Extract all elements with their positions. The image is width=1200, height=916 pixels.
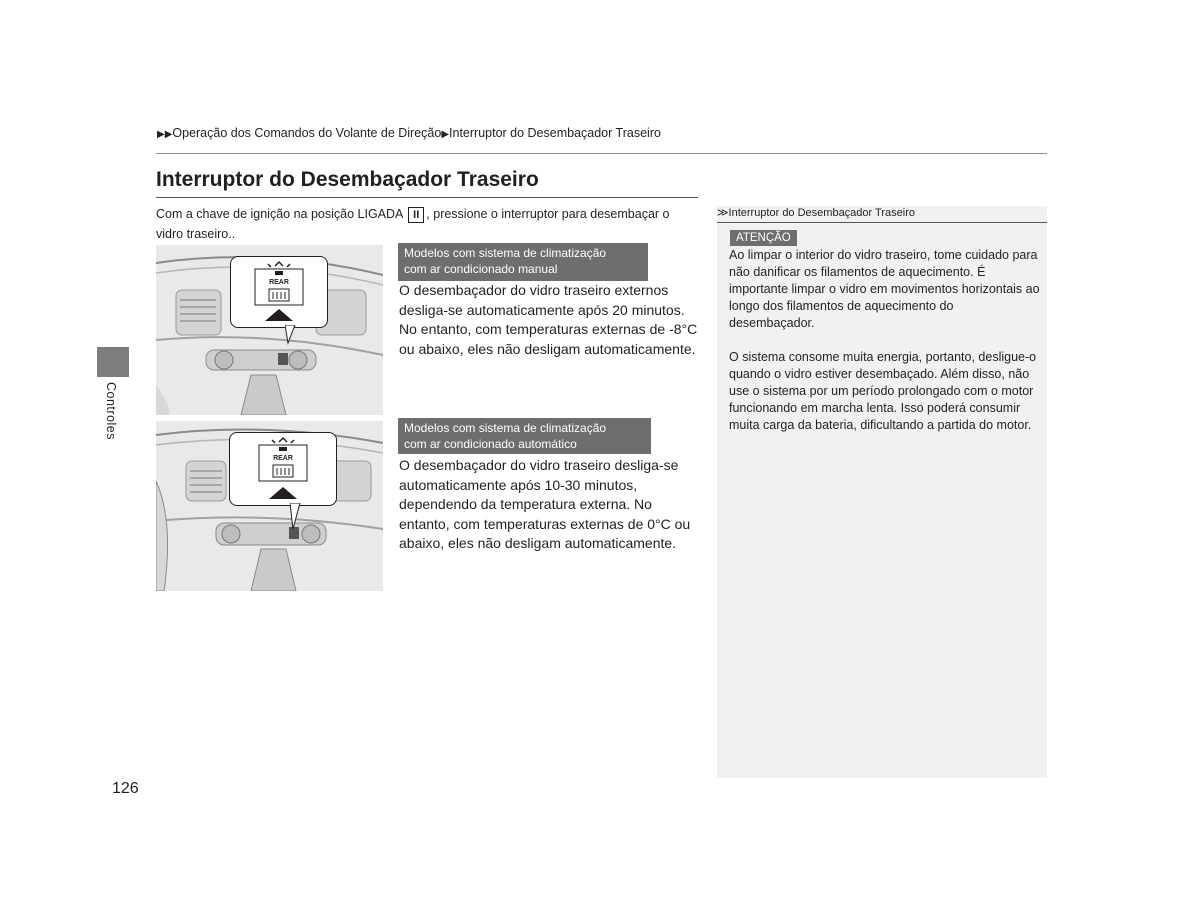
ignition-key-icon: II — [408, 207, 424, 223]
rear-button-callout-automatic — [229, 432, 337, 506]
header-divider — [156, 153, 1047, 154]
sidebar-heading-text[interactable]: Interruptor do Desembaçador Traseiro — [728, 207, 915, 219]
model-label-manual — [398, 243, 648, 281]
page-number: 126 — [112, 780, 139, 797]
breadcrumb — [157, 126, 661, 140]
manual-description: O desembaçador do vidro traseiro externos desliga-se automaticamente após 20 minutos. No entanto, com temperaturas externas de -8°C ou abaixo, eles não desligam automaticamente. — [399, 282, 698, 357]
model-label-automatic-line-1: Modelos com sistema de climatização — [404, 421, 607, 435]
rear-button-label: REAR — [269, 279, 289, 286]
breadcrumb-separator-icon: ▶ — [441, 129, 450, 140]
rear-defrost-button-icon — [231, 257, 327, 327]
callout-pointer-manual — [285, 325, 305, 345]
intro-paragraph — [156, 204, 696, 244]
sidebar-heading — [717, 206, 1047, 223]
section-tab-marker — [97, 347, 129, 377]
rear-button-auto-label: REAR — [273, 455, 293, 462]
rear-button-callout-manual — [230, 256, 328, 328]
breadcrumb-current: Interruptor do Desembaçador Traseiro — [449, 126, 661, 140]
model-label-automatic — [398, 418, 651, 454]
callout-pointer-automatic — [290, 503, 310, 533]
intro-text-end: , pressione o interruptor para desembaçar o vidro traseiro.. — [156, 207, 670, 241]
model-label-manual-line-2: com ar condicionado manual — [404, 262, 558, 276]
automatic-description: O desembaçador do vidro traseiro desliga-se automaticamente após 10-30 minutos, dependendo da temperatura externa. No entanto, com temperaturas externas de 0°C ou abaixo, eles não desligam automaticamente. — [399, 457, 691, 552]
warning-text: Ao limpar o interior do vidro traseiro, tome cuidado para não danificar os filamentos de aquecimento. É importante limpar o vidro em movimentos horizontais ao longo dos filamentos de aquecimento do desembaçador. — [729, 248, 1040, 330]
sidebar-reference-icon: ≫ — [717, 207, 729, 219]
model-label-automatic-line-2: com ar condicionado automático — [404, 437, 577, 451]
intro-text-start: Com a chave de ignição na posição LIGADA — [156, 207, 403, 221]
warning-badge: ATENÇÃO — [730, 230, 797, 246]
model-label-manual-line-1: Modelos com sistema de climatização — [404, 246, 607, 260]
breadcrumb-arrows-icon: ▶▶ — [157, 129, 173, 140]
page-title: Interruptor do Desembaçador Traseiro — [156, 168, 539, 191]
rear-defrost-button-auto-icon — [230, 433, 336, 505]
info-text: O sistema consome muita energia, portanto, desligue-o quando o vidro estiver desembaçado. Além disso, não use o sistema por um período prolongado com o motor funcionando em marcha lenta. Isso poderá consumir muita carga da bateria, dificultando a partida do motor. — [729, 350, 1037, 432]
title-divider — [156, 197, 698, 198]
section-tab-label: Controles — [104, 382, 118, 440]
breadcrumb-section[interactable]: Operação dos Comandos do Volante de Direção — [172, 126, 442, 140]
